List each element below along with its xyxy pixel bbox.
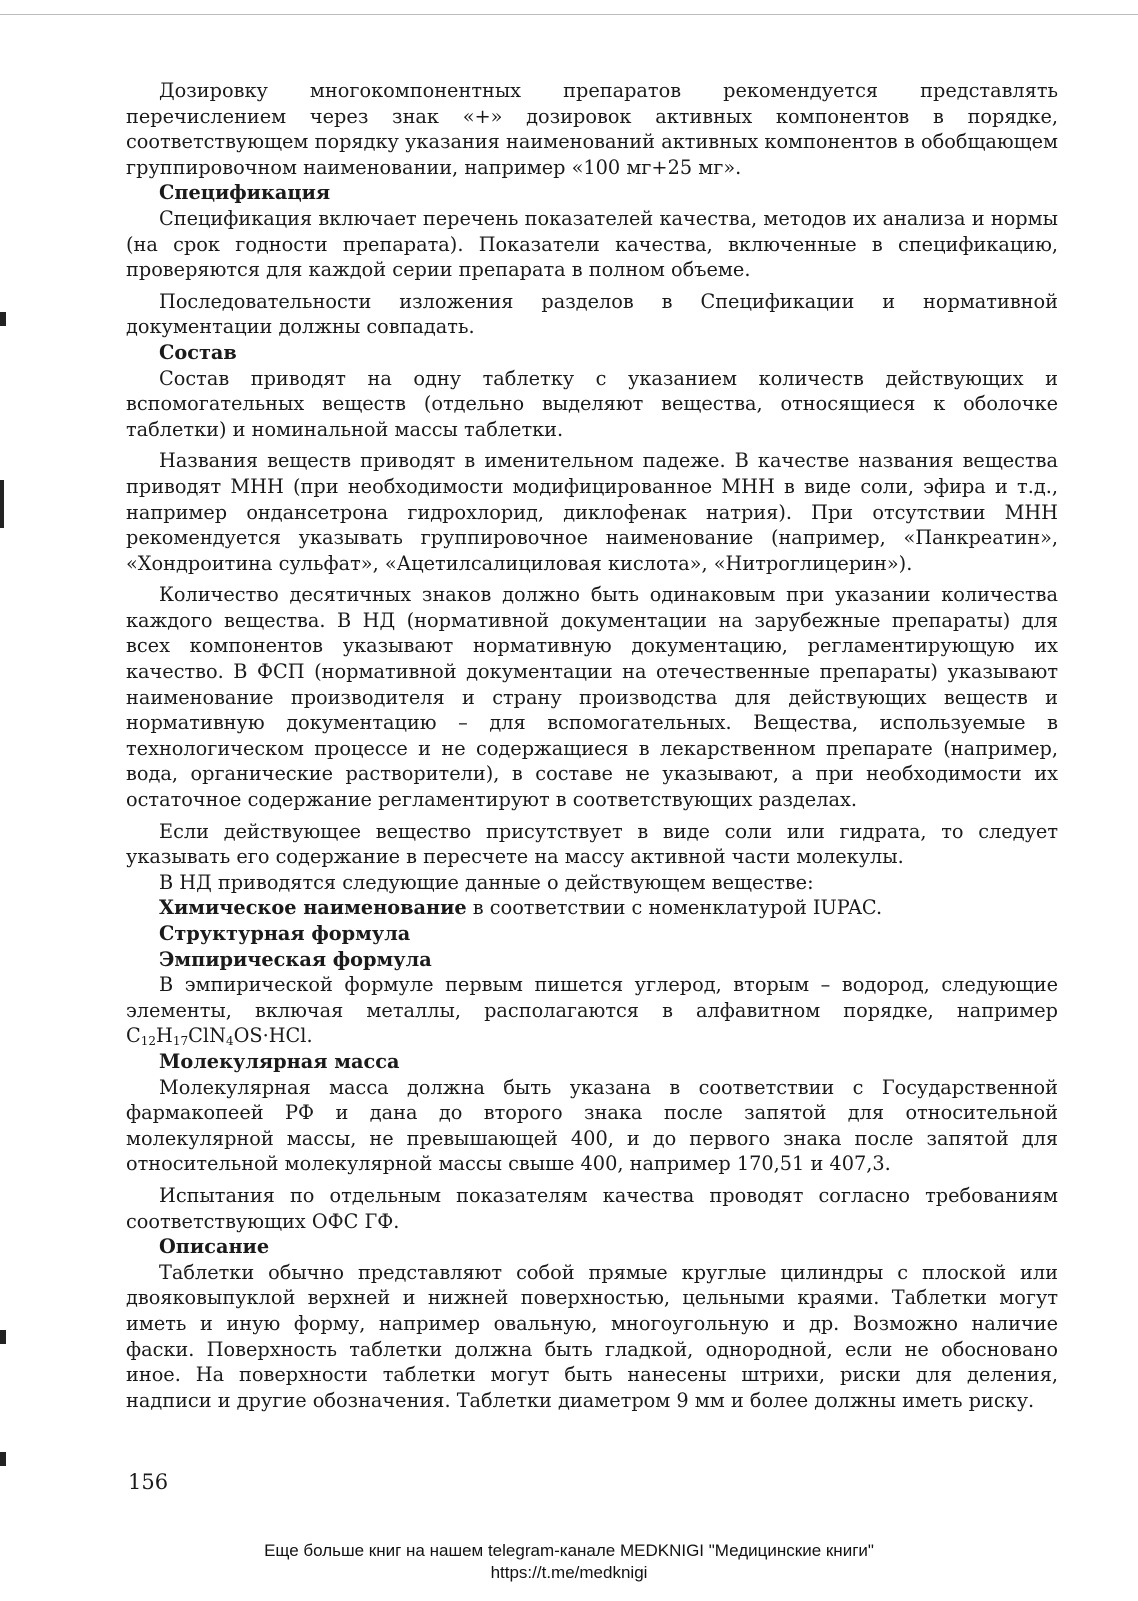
- empirical-formula-text: В эмпирической формуле первым пишется углерод, вторым – водород, следующие элементы, включая металлы, располагаются в алфавитном порядке, например: [126, 973, 1058, 1022]
- heading-empirical-formula: Эмпирическая формула: [159, 947, 432, 971]
- heading-structural-formula: Структурная формула: [159, 922, 411, 945]
- scan-edge-mark: [0, 1330, 6, 1344]
- paragraph-molecular-mass: Молекулярная масса должна быть указана в соответствии с Государственной фармакопеей РФ и дана до второго знака после запятой для относительной молекулярной массы, не превышающей 400, и до первого знака после запятой для относительной молекулярной массы свыше 400, например 170,51 и 407,3.: [126, 1075, 1058, 1176]
- page-number: 156: [128, 1470, 169, 1494]
- paragraph-substance-names: Названия веществ приводят в именительном падеже. В качестве названия вещества приводят МНН (при необходимости модифицированное МНН в виде соли, эфира и т.д., например ондансетрона гидрохлорид, диклофенак натрия). При отсутствии МНН рекомендуется указывать группировочное наименование (например, «Панкреатин», «Хондроитина сульфат», «Ацетилсалициловая кислота», «Нитроглицерин»).: [126, 449, 1058, 575]
- paragraph-nd-data: В НД приводятся следующие данные о действующем веществе:: [159, 870, 814, 894]
- top-rule: [0, 14, 1138, 15]
- paragraph-empirical-formula: [126, 972, 1058, 1049]
- page-body: [126, 78, 1058, 1413]
- runin-chemical-name: Химическое наименование: [159, 896, 467, 920]
- example-formula: $C_{12}H_{17}ClN_4OS\cdot HCl$.: [126, 1024, 313, 1049]
- paragraph-decimal-places: Количество десятичных знаков должно быть одинаковым при указании количества каждого вещества. В НД (нормативной документации на зарубежные препараты) для всех компонентов указывают нормативную документацию, регламентирующую их качество. В ФСП (нормативной документации на отечественные препараты) указывают наименование производителя и страну производства для действующих веществ и нормативную документацию – для вспомогательных. Вещества, используемые в технологическом процессе и не содержащиеся в лекарственном препарате (например, вода, органические растворители), в составе не указывают, а при необходимости их остаточное содержание регламентируют в соответствующих разделах.: [126, 583, 1058, 812]
- footer-line-1: Еще больше книг на нашем telegram-канале MEDKNIGI "Медицинские книги": [264, 1541, 874, 1560]
- scan-edge-mark: [0, 1452, 6, 1466]
- footer-link[interactable]: https://t.me/medknigi: [490, 1563, 648, 1582]
- heading-specification: Спецификация: [159, 181, 331, 205]
- footer-promo: [0, 1540, 1138, 1584]
- heading-molecular-mass: Молекулярная масса: [159, 1049, 400, 1073]
- heading-description: Описание: [159, 1235, 270, 1259]
- paragraph-dosage: Дозировку многокомпонентных препаратов рекомендуется представлять перечислением через знак «+» дозировок активных компонентов в порядке, соответствующем порядку указания наименований активных компонентов в обобщающем группировочном наименовании, например «100 мг+25 мг».: [126, 79, 1058, 179]
- paragraph-description: Таблетки обычно представляют собой прямые круглые цилиндры с плоской или двояковыпуклой верхней и нижней поверхностью, цельными краями. Таблетки могут иметь и иную форму, например овальную, многоугольную и др. Возможно наличие фаски. Поверхность таблетки должна быть гладкой, однородной, если не обосновано иное. На поверхности таблетки могут быть нанесены штрихи, риски для деления, надписи и другие обозначения. Таблетки диаметром 9 мм и более должны иметь риску.: [126, 1260, 1058, 1412]
- paragraph-salt-hydrate: Если действующее вещество присутствует в виде соли или гидрата, то следует указывать его содержание в пересчете на массу активной части молекулы.: [126, 819, 1058, 869]
- scan-edge-mark: [0, 312, 6, 326]
- chemical-name-text: в соответствии с номенклатурой IUPAC.: [466, 896, 883, 920]
- paragraph-tests: Испытания по отдельным показателям качества проводят согласно требованиям соответствующих ОФС ГФ.: [126, 1183, 1058, 1233]
- paragraph-specification: Спецификация включает перечень показателей качества, методов их анализа и нормы (на срок годности препарата). Показатели качества, включенные в спецификацию, проверяются для каждой серии препарата в полном объеме.: [126, 206, 1058, 282]
- paragraph-composition: Состав приводят на одну таблетку с указанием количеств действующих и вспомогательных веществ (отдельно выделяют вещества, относящиеся к оболочке таблетки) и номинальной массы таблетки.: [126, 366, 1058, 441]
- scan-edge-mark: [0, 480, 4, 528]
- heading-composition: Состав: [159, 340, 237, 364]
- paragraph-chemical-name: [126, 895, 1058, 921]
- paragraph-sequence: Последовательности изложения разделов в Спецификации и нормативной документации должны совпадать.: [126, 289, 1058, 339]
